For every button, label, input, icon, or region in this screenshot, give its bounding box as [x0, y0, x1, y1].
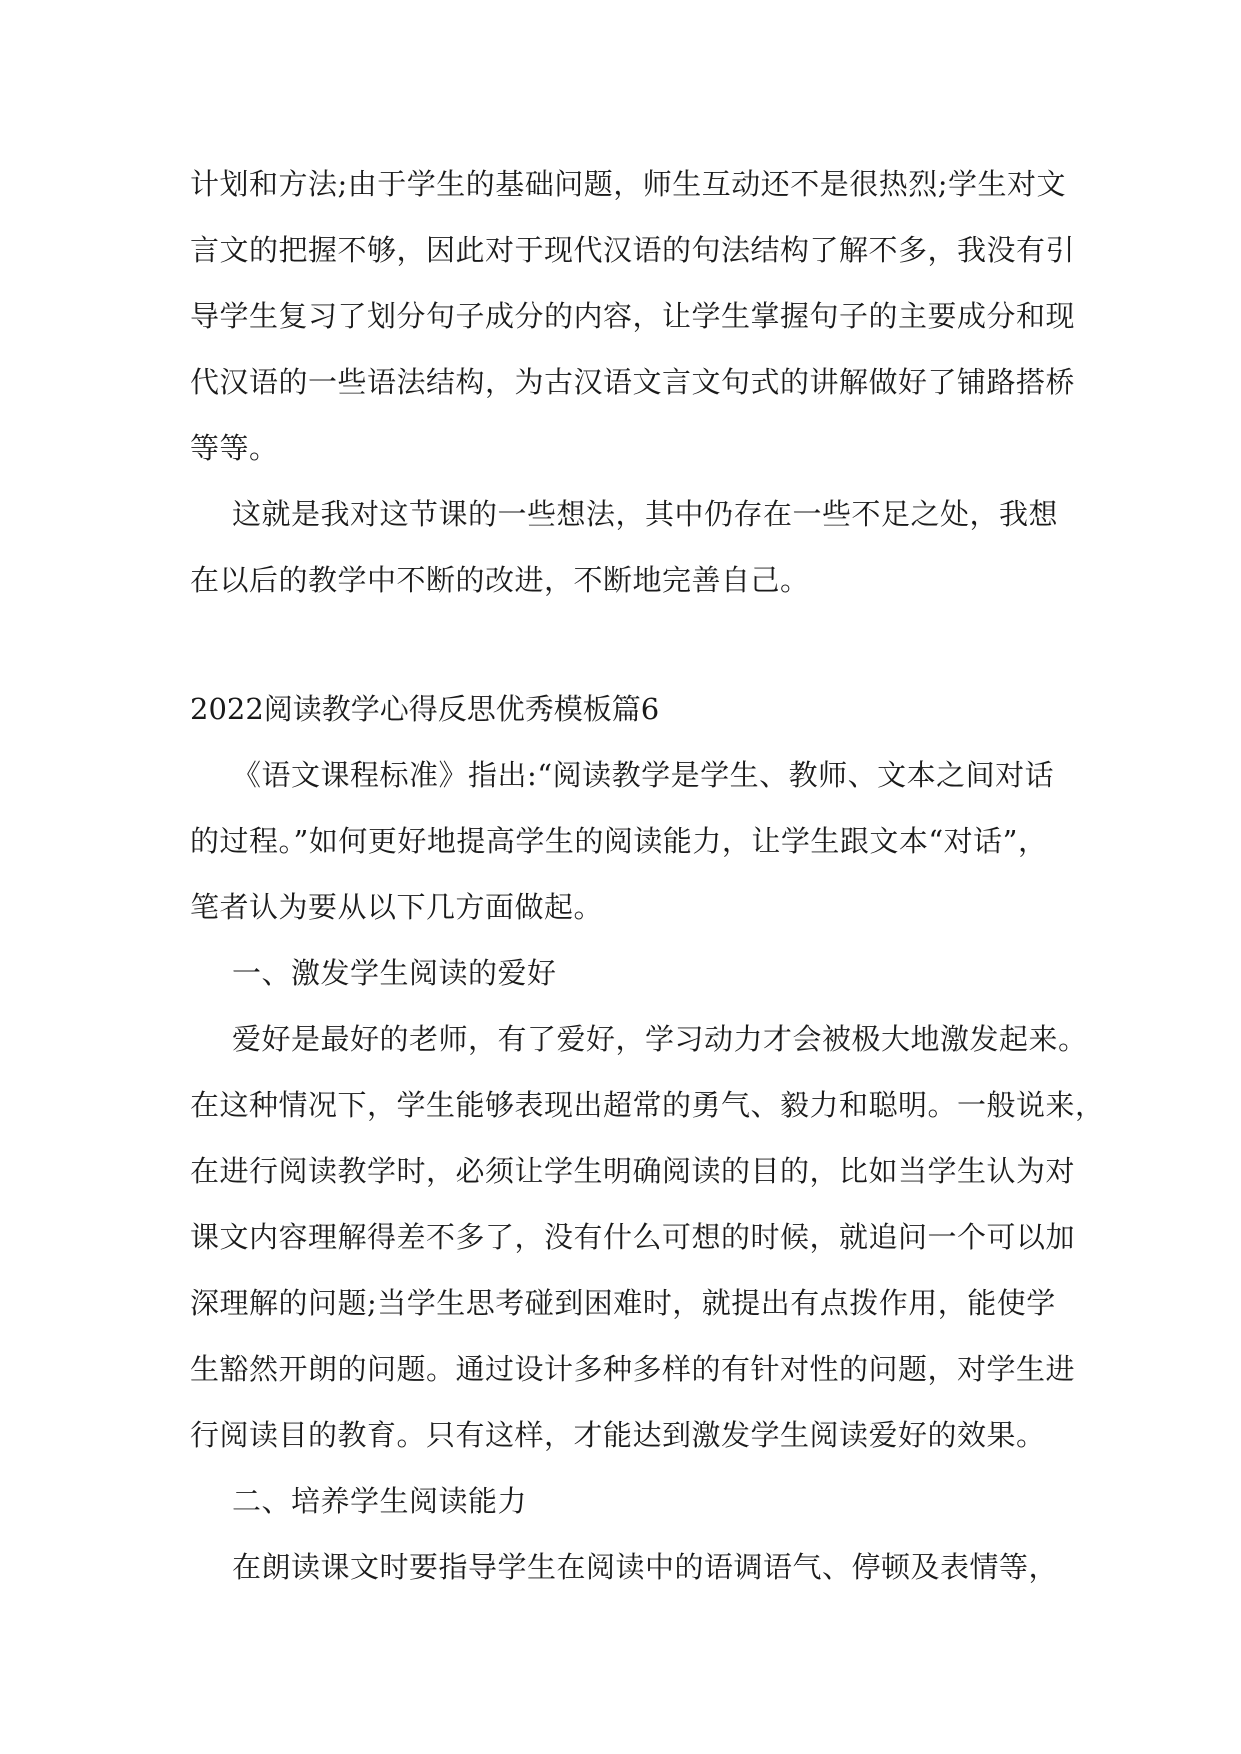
text-line: 在进行阅读教学时，必须让学生明确阅读的目的，比如当学生认为对 [190, 1154, 1076, 1188]
text-line: 这就是我对这节课的一些想法，其中仍存在一些不足之处，我想 [232, 497, 1059, 531]
text-line: 《语文课程标准》指出:“阅读教学是学生、教师、文本之间对话 [232, 758, 1055, 792]
text-line: 等等。 [190, 431, 279, 465]
text-line: 行阅读目的教育。只有这样，才能达到激发学生阅读爱好的效果。 [190, 1418, 1046, 1452]
text-line: 导学生复习了划分句子成分的内容，让学生掌握句子的主要成分和现 [190, 299, 1076, 333]
text-line: 代汉语的一些语法结构，为古汉语文言文句式的讲解做好了铺路搭桥 [190, 365, 1076, 399]
text-line: 计划和方法;由于学生的基础问题，师生互动还不是很热烈;学生对文 [190, 167, 1067, 201]
text-line: 生豁然开朗的问题。通过设计多种多样的有针对性的问题，对学生进 [190, 1352, 1076, 1386]
subheading: 一、激发学生阅读的爱好 [232, 956, 557, 990]
text-line: 在朗读课文时要指导学生在阅读中的语调语气、停顿及表情等， [232, 1550, 1059, 1584]
text-line: 爱好是最好的老师，有了爱好，学习动力才会被极大地激发起来。 [232, 1022, 1088, 1056]
text-line: 在这种情况下，学生能够表现出超常的勇气、毅力和聪明。一般说来， [190, 1088, 1105, 1122]
text-line: 在以后的教学中不断的改进，不断地完善自己。 [190, 563, 810, 597]
text-line: 笔者认为要从以下几方面做起。 [190, 890, 604, 924]
section-heading: 2022阅读教学心得反思优秀模板篇6 [190, 692, 660, 726]
text-line: 深理解的问题;当学生思考碰到困难时，就提出有点拨作用，能使学 [190, 1286, 1056, 1320]
text-line: 言文的把握不够，因此对于现代汉语的句法结构了解不多，我没有引 [190, 233, 1076, 267]
text-line: 的过程。”如何更好地提高学生的阅读能力，让学生跟文本“对话”， [190, 824, 1048, 858]
subheading: 二、培养学生阅读能力 [232, 1484, 528, 1518]
text-line: 课文内容理解得差不多了，没有什么可想的时候，就追问一个可以加 [190, 1220, 1076, 1254]
